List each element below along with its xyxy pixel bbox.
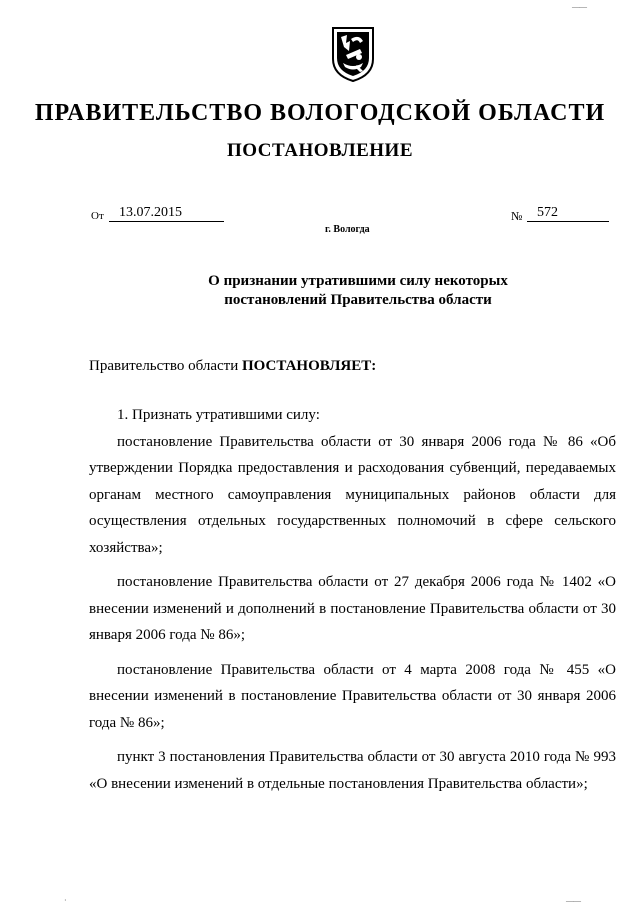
scan-mark: · [64, 896, 66, 905]
decree-statement [89, 353, 616, 380]
number-value: 572 [527, 205, 609, 222]
decree-keyword: ПОСТАНОВЛЯЕТ: [241, 358, 377, 374]
coat-of-arms-icon [329, 25, 377, 83]
decree-prefix: Правительство области [89, 358, 242, 374]
list-item: пункт 3 постановления Правительства области от 30 августа 2010 года № 993 «О внесении изменений в отдельные постановления Правительства области»; [89, 749, 616, 792]
date-value: 13.07.2015 [109, 205, 224, 222]
city-label: г. Вологда [325, 224, 370, 235]
number-label: № [511, 209, 523, 223]
document-type: ПОСТАНОВЛЕНИЕ [226, 140, 414, 161]
decree-items [89, 402, 616, 805]
list-item: постановление Правительства области от 30 января 2006 года № 86 «Об утверждении Порядка предоставления и расходования субвенций, передаваемых органам местного самоуправления муниципальных районов области для осуществления отдельных государственных полномочий в сфере сельского хозяйства»; [89, 433, 616, 556]
list-item: 1. Признать утратившими силу: [117, 407, 320, 423]
scan-mark: —— [566, 896, 580, 905]
document-subject [0, 272, 640, 310]
list-item: постановление Правительства области от 4 марта 2008 года № 455 «О внесении изменений в постановление Правительства области от 30 января 2006 года № 86»; [89, 661, 616, 731]
subject-line-1: О признании утратившими силу некоторых [208, 273, 508, 289]
date-label: От [91, 210, 104, 222]
scan-mark: —— [572, 2, 586, 11]
list-item: постановление Правительства области от 27 декабря 2006 года № 1402 «О внесении изменений и дополнений в постановление Правительства области от 30 января 2006 года № 86»; [89, 574, 616, 643]
page-title: ПРАВИТЕЛЬСТВО ВОЛОГОДСКОЙ ОБЛАСТИ [34, 100, 606, 126]
subject-line-2: постановлений Правительства области [224, 292, 492, 308]
